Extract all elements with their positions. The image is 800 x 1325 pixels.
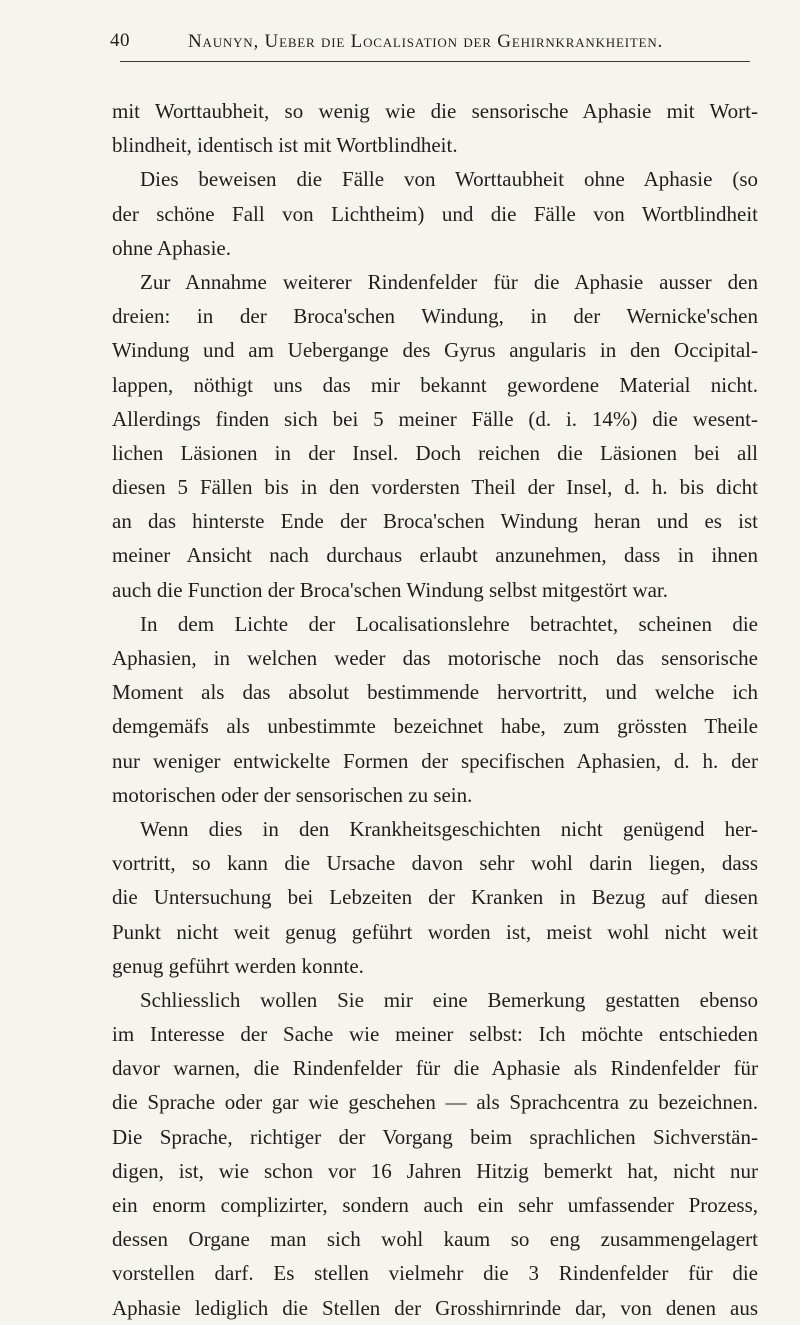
page-number: 40 [110, 30, 130, 51]
text-line: Allerdings finden sich bei 5 meiner Fälle (d. i. 14%) die wesent- [112, 406, 758, 431]
text-line: auch die Function der Broca'schen Windung selbst mitgestört war. [112, 577, 669, 602]
text-line: nur weniger entwickelte Formen der specifischen Aphasien, d. h. der [112, 748, 758, 773]
text-line: die Untersuchung bei Lebzeiten der Kranken in Bezug auf diesen [112, 885, 758, 910]
text-line: die Sprache oder gar wie geschehen — als Sprachcentra zu bezeichnen. [112, 1090, 758, 1115]
text-line: digen, ist, wie schon vor 16 Jahren Hitzig bemerkt hat, nicht nur [112, 1158, 758, 1183]
text-line: In dem Lichte der Localisationslehre betrachtet, scheinen die [140, 611, 758, 636]
text-line: Die Sprache, richtiger der Vorgang beim sprachlichen Sichverstän- [112, 1124, 758, 1149]
text-line: dreien: in der Broca'schen Windung, in der Wernicke'schen [112, 304, 758, 329]
text-line: Aphasie lediglich die Stellen der Grosshirnrinde dar, von denen aus [112, 1295, 758, 1320]
text-line: Zur Annahme weiterer Rindenfelder für die Aphasie ausser den [140, 269, 758, 294]
text-line: motorischen oder der sensorischen zu sein. [112, 782, 473, 807]
running-title: Naunyn, Ueber die Localisation der Gehirnkrankheiten. [188, 31, 664, 52]
text-line: Punkt nicht weit genug geführt worden ist, meist wohl nicht weit [112, 919, 758, 944]
page-header [110, 30, 758, 56]
text-line: mit Worttaubheit, so wenig wie die sensorische Aphasie mit Wort- [112, 99, 758, 123]
text-line: meiner Ansicht nach durchaus erlaubt anzunehmen, dass in ihnen [112, 543, 758, 568]
text-line: davor warnen, die Rindenfelder für die Aphasie als Rindenfelder für [112, 1056, 758, 1081]
text-line: Wenn dies in den Krankheitsgeschichten nicht genügend her- [140, 816, 758, 841]
body-text [112, 94, 758, 1325]
text-line: der schöne Fall von Lichtheim) und die Fälle von Wortblindheit [112, 201, 758, 226]
text-line: genug geführt werden konnte. [112, 953, 364, 978]
text-line: blindheit, identisch ist mit Wortblindheit. [112, 133, 458, 158]
text-line: vorstellen darf. Es stellen vielmehr die 3 Rindenfelder für die [112, 1261, 758, 1286]
text-line: lappen, nöthigt uns das mir bekannt gewordene Material nicht. [112, 372, 758, 397]
text-line: ohne Aphasie. [112, 235, 231, 260]
text-line: dessen Organe man sich wohl kaum so eng zusammengelagert [112, 1227, 758, 1252]
text-line: im Interesse der Sache wie meiner selbst: Ich möchte entschieden [112, 1022, 758, 1047]
header-rule [120, 61, 750, 62]
text-line: Aphasien, in welchen weder das motorische noch das sensorische [112, 646, 758, 670]
text-line: diesen 5 Fällen bis in den vordersten Theil der Insel, d. h. bis dicht [112, 475, 758, 500]
text-line: vortritt, so kann die Ursache davon sehr wohl darin liegen, dass [112, 851, 758, 876]
text-line: Dies beweisen die Fälle von Worttaubheit ohne Aphasie (so [140, 167, 758, 192]
text-line: ein enorm complizirter, sondern auch ein sehr umfassender Prozess, [112, 1193, 758, 1217]
text-line: an das hinterste Ende der Broca'schen Windung heran und es ist [112, 509, 758, 534]
text-line: lichen Läsionen in der Insel. Doch reichen die Läsionen bei all [112, 440, 758, 465]
text-line: Moment als das absolut bestimmende hervortritt, und welche ich [112, 680, 758, 705]
text-line: Schliesslich wollen Sie mir eine Bemerkung gestatten ebenso [140, 987, 758, 1012]
text-line: demgemäfs als unbestimmte bezeichnet habe, zum grössten Theile [112, 714, 758, 739]
text-line: Windung und am Uebergange des Gyrus angularis in den Occipital- [112, 338, 758, 363]
